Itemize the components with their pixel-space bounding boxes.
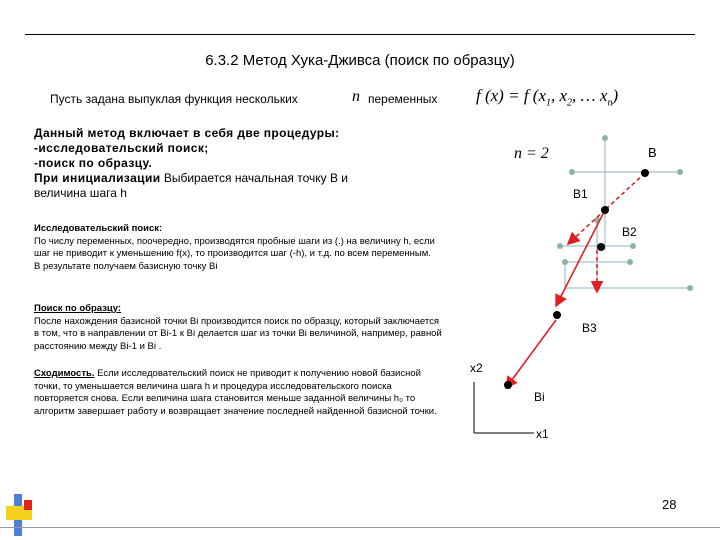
init-line: При инициализации Выбирается начальная точку B и xyxy=(34,171,349,185)
grid-node xyxy=(677,169,683,175)
grid-node xyxy=(630,243,636,249)
procedures-block xyxy=(34,126,414,201)
label-b2: B2 xyxy=(622,225,637,239)
pattern-arrow xyxy=(506,320,556,388)
grid-node xyxy=(687,285,693,291)
grid-node xyxy=(602,135,608,141)
axis-label-x2: x2 xyxy=(470,361,483,375)
top-rule xyxy=(25,34,695,35)
pattern-body: После нахождения базисной точки Bi производится поиск по образцу, который заключается в том, что в направлении от Bi-1 к Bi делается шаг из точки Bi величиной, например, равной расстоянию между Bi-1 и Bi . xyxy=(34,315,442,352)
corner-decoration xyxy=(24,500,32,510)
function-formula: f (x) = f ($x_1$, $x_2$, … $x_n$) xyxy=(476,86,619,109)
base-points xyxy=(504,169,649,389)
label-b: B xyxy=(648,145,657,160)
point-b xyxy=(641,169,649,177)
pattern-section xyxy=(34,303,444,353)
bottom-rule xyxy=(0,527,720,528)
procedures-line: -поиск по образцу. xyxy=(34,156,153,170)
intro-text-end: переменных xyxy=(368,92,438,106)
search-path xyxy=(506,173,645,388)
pattern-header: Поиск по образцу: xyxy=(34,303,122,314)
label-b1: B1 xyxy=(573,187,588,201)
label-bi: Bi xyxy=(534,390,545,404)
convergence-body: Если исследовательский поиск не приводит к получению новой базисной точки, то уменьшается величина шага h и процедура исследовательского поиска повторяется снова. Если величина шага становится меньше заданной величины h₀ то алгоритм завершает работу и возвращает значение последней найденной базисной точки. xyxy=(34,368,437,417)
label-b3: B3 xyxy=(582,321,597,335)
path-b-to-b1 xyxy=(606,173,645,209)
procedures-line: -исследовательский поиск; xyxy=(34,141,209,155)
explore-result: В результате получаем базисную точку Bi xyxy=(34,260,218,272)
hooke-jeeves-diagram xyxy=(450,120,710,450)
init-line-2: величина шага h xyxy=(34,186,127,200)
n-equals-label: n = 2 xyxy=(514,145,549,162)
grid-node xyxy=(562,259,568,265)
convergence-header: Сходимость. xyxy=(34,368,95,379)
procedures-line: Данный метод включает в себя две процедуры: xyxy=(34,126,340,140)
explore-body: По числу переменных, поочередно, производятся пробные шаги из (.) на величину h, если шаг не приводит к уменьшению f(x), то производится шаг (-h), и т.д. по всем переменным. xyxy=(34,235,435,259)
explore-section xyxy=(34,223,444,273)
grid-node xyxy=(569,169,575,175)
axes xyxy=(474,382,534,433)
convergence-section xyxy=(34,368,439,418)
grid-node xyxy=(627,259,633,265)
axis-label-x1: x1 xyxy=(536,427,549,441)
point-b3 xyxy=(553,311,561,319)
explore-header: Исследовательский поиск: xyxy=(34,223,163,234)
point-bi xyxy=(504,381,512,389)
page-number: 28 xyxy=(662,497,677,512)
n-symbol: n xyxy=(352,88,360,105)
search-grid xyxy=(560,138,690,292)
exploratory-arrow xyxy=(568,210,605,244)
point-b2 xyxy=(597,243,605,251)
grid-nodes xyxy=(557,135,693,291)
page-title: 6.3.2 Метод Хука-Дживса (поиск по образцу) xyxy=(205,52,515,69)
intro-text: Пусть задана выпуклая функция нескольких xyxy=(50,92,298,106)
grid-node xyxy=(557,243,563,249)
point-b1 xyxy=(601,206,609,214)
